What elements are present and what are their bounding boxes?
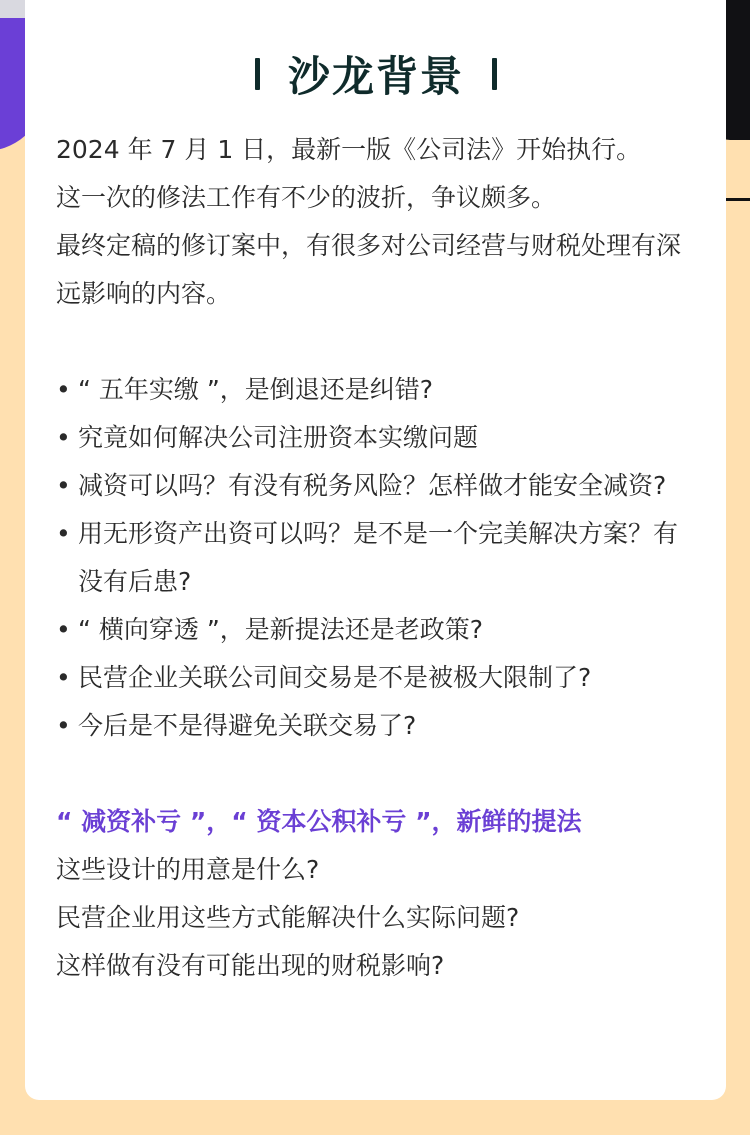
list-item: • “ 横向穿透 ”，是新提法还是老政策? [56,606,696,654]
intro-line: 最终定稿的修订案中，有很多对公司经营与财税处理有深远影响的内容。 [56,231,682,308]
intro-line: 2024 年 7 月 1 日，最新一版《公司法》开始执行。 [56,135,642,164]
list-item: • 今后是不是得避免关联交易了? [56,702,696,750]
title-bar-right-icon [492,58,497,90]
intro-line: 这一次的修法工作有不少的波折，争议颇多。 [56,183,557,212]
question-list [56,366,696,750]
intro-block [56,126,696,318]
title-bar-left-icon [255,58,260,90]
content-card [25,0,726,1100]
highlight-heading: “ 减资补亏 ”，“ 资本公积补亏 ”，新鲜的提法 [56,807,582,836]
list-item: • 究竟如何解决公司注册资本实缴问题 [56,414,696,462]
tail-block [56,846,696,990]
tail-line: 这样做有没有可能出现的财税影响? [56,951,445,980]
tail-line: 这些设计的用意是什么? [56,855,320,884]
tail-line: 民营企业用这些方式能解决什么实际问题? [56,903,520,932]
list-item: • 用无形资产出资可以吗？是不是一个完美解决方案？有没有后患? [56,510,696,606]
list-item: • 减资可以吗？有没有税务风险？怎样做才能安全减资? [56,462,696,510]
list-item: • “ 五年实缴 ”，是倒退还是纠错? [56,366,696,414]
section-title [56,44,696,104]
page-title: 沙龙背景 [287,52,464,101]
list-item: • 民营企业关联公司间交易是不是被极大限制了? [56,654,696,702]
